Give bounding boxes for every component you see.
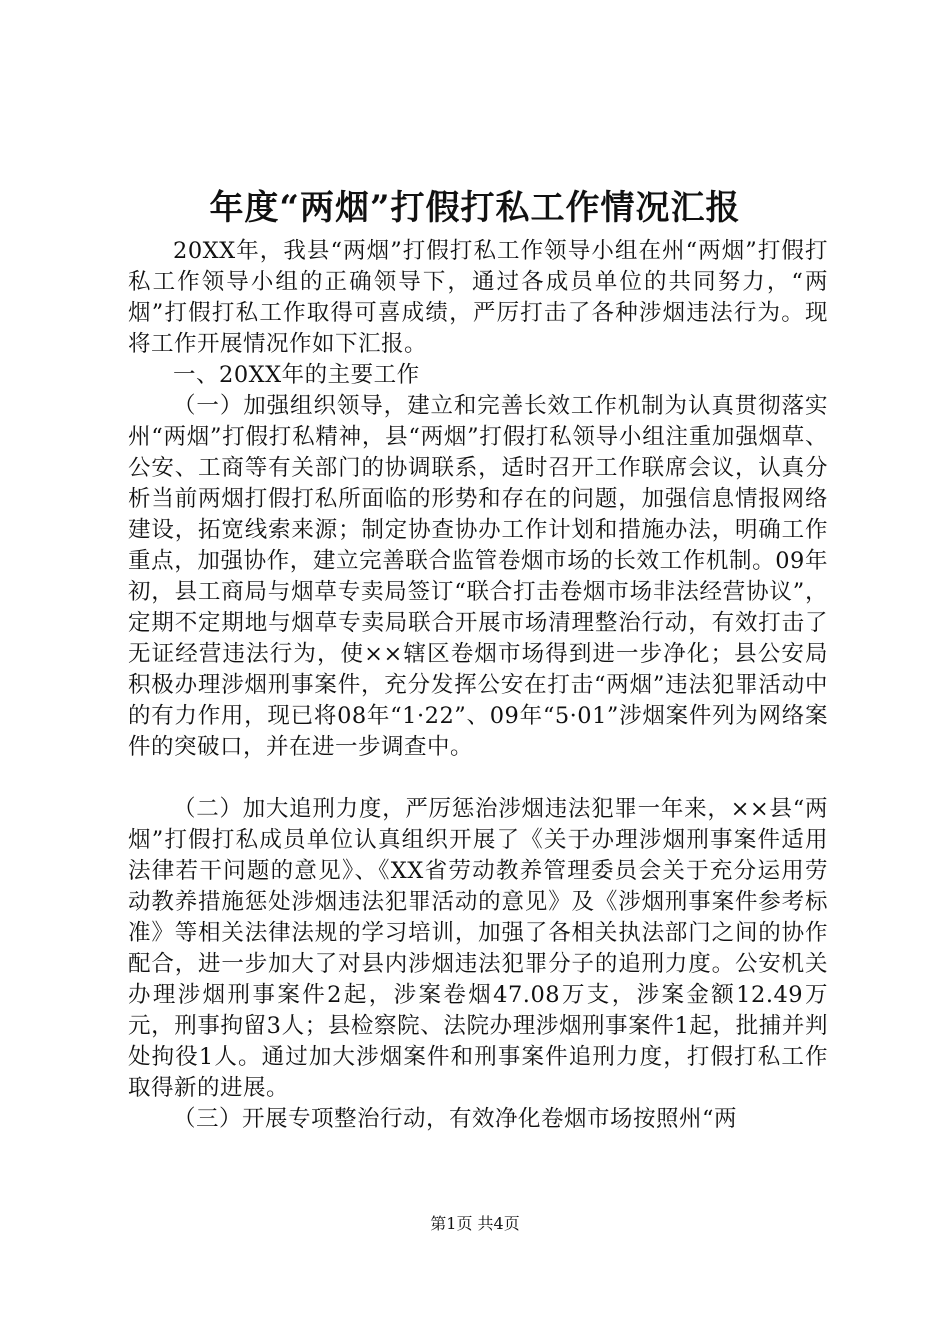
document-body <box>128 236 828 1135</box>
paragraph-organization-leadership: （一）加强组织领导，建立和完善长效工作机制为认真贯彻落实州“两烟”打假打私精神，县“两烟”打假打私领导小组注重加强烟草、公安、工商等有关部门的协调联系，适时召开工作联席会议，认真分析当前两烟打假打私所面临的形势和存在的问题，加强信息情报网络建设，拓宽线索来源；制定协查协办工作计划和措施办法，明确工作重点，加强协作，建立完善联合监管卷烟市场的长效工作机制。09年初，县工商局与烟草专卖局签订“联合打击卷烟市场非法经营协议”，定期不定期地与烟草专卖局联合开展市场清理整治行动，有效打击了无证经营违法行为，使××辖区卷烟市场得到进一步净化；县公安局积极办理涉烟刑事案件，充分发挥公安在打击“两烟”违法犯罪活动中的有力作用，现已将08年“1·22”、09年“5·01”涉烟案件列为网络案件的突破口，并在进一步调查中。 <box>128 393 828 760</box>
paragraph-special-rectification: （三）开展专项整治行动，有效净化卷烟市场按照州“两 <box>173 1106 738 1132</box>
document-title: 年度“两烟”打假打私工作情况汇报 <box>209 188 741 228</box>
page-number-footer: 第1页 共4页 <box>430 1214 520 1233</box>
intro-paragraph: 20XX年，我县“两烟”打假打私工作领导小组在州“两烟”打假打私工作领导小组的正确领导下，通过各成员单位的共同努力，“两烟”打假打私工作取得可喜成绩，严厉打击了各种涉烟违法行为。现将工作开展情况作如下汇报。 <box>128 238 828 357</box>
paragraph-criminal-prosecution: （二）加大追刑力度，严厉惩治涉烟违法犯罪一年来，××县“两烟”打假打私成员单位认真组织开展了《关于办理涉烟刑事案件适用法律若干问题的意见》、《XX省劳动教养管理委员会关于充分运用劳动教养措施惩处涉烟违法犯罪活动的意见》及《涉烟刑事案件参考标准》等相关法律法规的学习培训，加强了各相关执法部门之间的协作配合，进一步加大了对县内涉烟违法犯罪分子的追刑力度。公安机关办理涉烟刑事案件2起，涉案卷烟47.08万支，涉案金额12.49万元，刑事拘留3人；县检察院、法院办理涉烟刑事案件1起，批捕并判处拘役1人。通过加大涉烟案件和刑事案件追刑力度，打假打私工作取得新的进展。 <box>128 796 828 1101</box>
section-heading-main-work: 一、20XX年的主要工作 <box>173 362 420 388</box>
